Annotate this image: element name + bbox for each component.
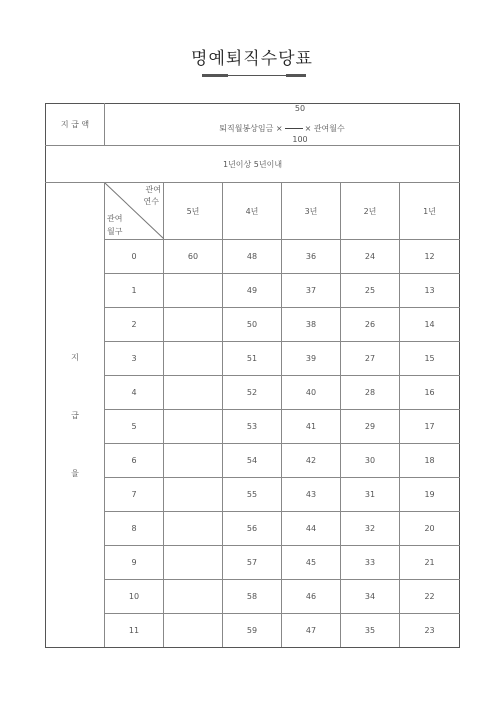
rate-cell: 39 <box>282 342 341 376</box>
rate-cell <box>164 478 223 512</box>
rate-cell <box>164 580 223 614</box>
rate-cell: 42 <box>282 444 341 478</box>
pay-amount-label: 지 급 액 <box>46 104 105 146</box>
table-row <box>46 546 460 580</box>
rate-cell: 60 <box>164 240 223 274</box>
table-row <box>46 410 460 444</box>
rate-cell: 53 <box>223 410 282 444</box>
diag-years-label: 연수 <box>143 197 159 206</box>
rate-cell <box>164 444 223 478</box>
rate-cell: 12 <box>400 240 460 274</box>
rate-cell: 27 <box>341 342 400 376</box>
formula-numerator: 50 <box>294 104 306 113</box>
title-underline <box>202 74 306 78</box>
rate-cell <box>164 308 223 342</box>
table-row <box>46 444 460 478</box>
formula-prefix: 퇴직월봉상임금 × <box>219 124 283 133</box>
rate-cell: 47 <box>282 614 341 648</box>
month-cell: 7 <box>105 478 164 512</box>
column-header: 3년 <box>282 183 341 240</box>
formula-cell <box>105 104 460 146</box>
month-cell: 3 <box>105 342 164 376</box>
diag-months-label: 관여 <box>107 214 123 223</box>
rate-cell: 25 <box>341 274 400 308</box>
rate-cell <box>164 410 223 444</box>
rate-cell: 49 <box>223 274 282 308</box>
table-row <box>46 580 460 614</box>
rate-cell: 58 <box>223 580 282 614</box>
rate-cell: 35 <box>341 614 400 648</box>
rate-cell: 57 <box>223 546 282 580</box>
rate-cell: 26 <box>341 308 400 342</box>
side-label-char: 급 <box>71 410 79 420</box>
rate-cell: 30 <box>341 444 400 478</box>
rate-cell <box>164 614 223 648</box>
rate-cell: 34 <box>341 580 400 614</box>
rate-cell: 41 <box>282 410 341 444</box>
rate-cell: 46 <box>282 580 341 614</box>
rate-cell: 59 <box>223 614 282 648</box>
fraction-bar <box>285 128 303 129</box>
rate-cell <box>164 546 223 580</box>
month-cell: 10 <box>105 580 164 614</box>
rate-cell: 43 <box>282 478 341 512</box>
rate-cell: 28 <box>341 376 400 410</box>
month-cell: 8 <box>105 512 164 546</box>
column-header: 1년 <box>400 183 460 240</box>
rate-cell <box>164 376 223 410</box>
rate-cell: 24 <box>341 240 400 274</box>
table-row <box>46 240 460 274</box>
rate-cell: 16 <box>400 376 460 410</box>
rate-cell: 55 <box>223 478 282 512</box>
rate-cell: 44 <box>282 512 341 546</box>
rate-cell: 14 <box>400 308 460 342</box>
rate-cell: 17 <box>400 410 460 444</box>
severance-table <box>45 103 460 648</box>
formula-denominator: 100 <box>292 135 308 144</box>
diagonal-header <box>105 183 164 240</box>
page-title: 명예퇴직수당표 <box>191 49 313 69</box>
month-cell: 2 <box>105 308 164 342</box>
rate-cell: 56 <box>223 512 282 546</box>
rate-cell: 37 <box>282 274 341 308</box>
month-cell: 4 <box>105 376 164 410</box>
rate-cell: 48 <box>223 240 282 274</box>
rate-cell: 29 <box>341 410 400 444</box>
month-cell: 11 <box>105 614 164 648</box>
pay-rate-side-label <box>46 183 105 648</box>
rate-cell <box>164 342 223 376</box>
month-cell: 6 <box>105 444 164 478</box>
rate-cell: 54 <box>223 444 282 478</box>
column-header: 4년 <box>223 183 282 240</box>
rate-cell: 36 <box>282 240 341 274</box>
table-row <box>46 512 460 546</box>
rate-cell: 21 <box>400 546 460 580</box>
rate-cell: 20 <box>400 512 460 546</box>
side-label-char: 지 <box>71 352 79 362</box>
column-header: 5년 <box>164 183 223 240</box>
rate-cell: 15 <box>400 342 460 376</box>
formula-suffix: × 관여월수 <box>304 124 345 133</box>
month-cell: 9 <box>105 546 164 580</box>
rate-cell: 23 <box>400 614 460 648</box>
table-row <box>46 478 460 512</box>
rate-cell: 38 <box>282 308 341 342</box>
table-row <box>46 342 460 376</box>
rate-cell: 19 <box>400 478 460 512</box>
diag-months-label: 월구 <box>107 227 123 236</box>
side-label-char: 율 <box>71 468 79 478</box>
service-range-label: 1년이상 5년이내 <box>46 146 460 183</box>
month-cell: 1 <box>105 274 164 308</box>
rate-cell: 13 <box>400 274 460 308</box>
rate-cell: 18 <box>400 444 460 478</box>
month-cell: 0 <box>105 240 164 274</box>
rate-cell: 31 <box>341 478 400 512</box>
rate-cell: 45 <box>282 546 341 580</box>
rate-cell: 52 <box>223 376 282 410</box>
rate-cell <box>164 512 223 546</box>
table-row <box>46 614 460 648</box>
table-row <box>46 308 460 342</box>
rate-cell: 51 <box>223 342 282 376</box>
table-row <box>46 274 460 308</box>
table-row <box>46 376 460 410</box>
rate-cell: 32 <box>341 512 400 546</box>
rate-cell: 50 <box>223 308 282 342</box>
rate-cell: 40 <box>282 376 341 410</box>
diag-years-label: 관여 <box>145 185 161 194</box>
rate-cell: 33 <box>341 546 400 580</box>
rate-cell: 22 <box>400 580 460 614</box>
rate-cell <box>164 274 223 308</box>
column-header: 2년 <box>341 183 400 240</box>
month-cell: 5 <box>105 410 164 444</box>
